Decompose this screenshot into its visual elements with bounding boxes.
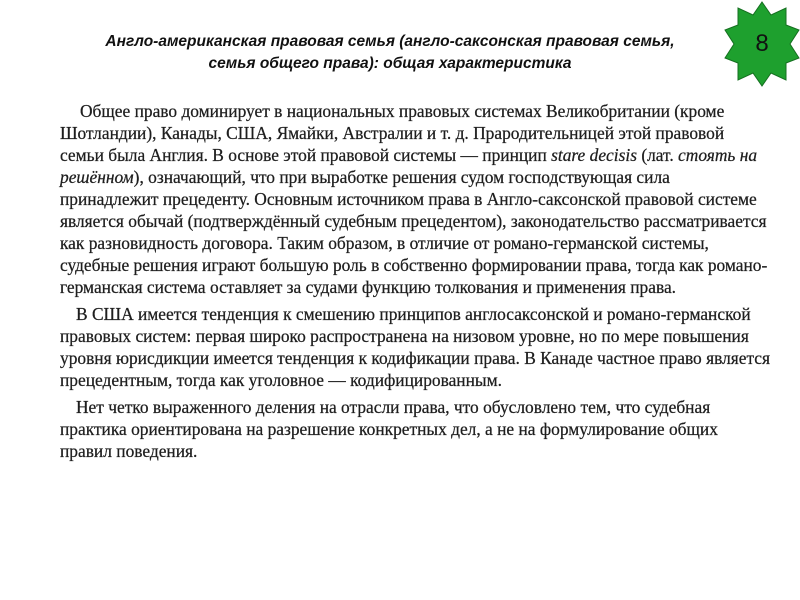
paragraph-3: Нет четко выраженного деления на отрасли права, что обусловлено тем, что судебная практика ориентирована на разрешение конкретных дел, а не на формулирование общих правил поведения. bbox=[60, 397, 718, 461]
paragraph-1-text-a: Общее право доминирует в национальных правовых системах Великобритании (кроме Шотландии), Канады, США, Ямайки, Австралии и т. д. Прародительницей этой правовой семьи была Англия. В основе этой правовой системы — принцип bbox=[60, 101, 725, 165]
slide-title-line-2: семья общего права): общая характеристика bbox=[208, 55, 572, 72]
slide-number-badge bbox=[724, 0, 800, 88]
slide-title bbox=[40, 31, 740, 75]
paragraph-1-italic-translation: стоять на решённом bbox=[60, 145, 758, 187]
slide-number: 8 bbox=[755, 30, 769, 57]
slide-title-line-1: Англо-американская правовая семья (англо-саксонская правовая семья, bbox=[105, 33, 675, 50]
paragraph-1-italic-latin: stare decisis bbox=[551, 145, 637, 165]
paragraph-1-text-c: ), означающий, что при выработке решения судом господствующая сила принадлежит прецеденту. Основным источником права в Англо-саксонской правовой системе является обычай (подтверждённый судебным прецедентом), законодательство рассматривается как разновидность договора. Таким образом, в отличие от романо-германской системы, судебные решения играют большую роль в собственно формировании права, тогда как романо-германская система оставляет за судами функцию толкования и применения права. bbox=[60, 167, 768, 297]
body-text bbox=[60, 100, 772, 467]
paragraph-1-text-b: (лат. bbox=[636, 145, 679, 165]
paragraph-1 bbox=[60, 100, 772, 298]
paragraph-2: В США имеется тенденция к смешению принципов англосаксонской и романо-германской правовых систем: первая широко распространена на низовом уровне, но по мере повышения уровня юрисдикции имеется тенденция к кодификации права. В Канаде частное право является прецедентным, тогда как уголовное — кодифицированным. bbox=[60, 304, 771, 390]
